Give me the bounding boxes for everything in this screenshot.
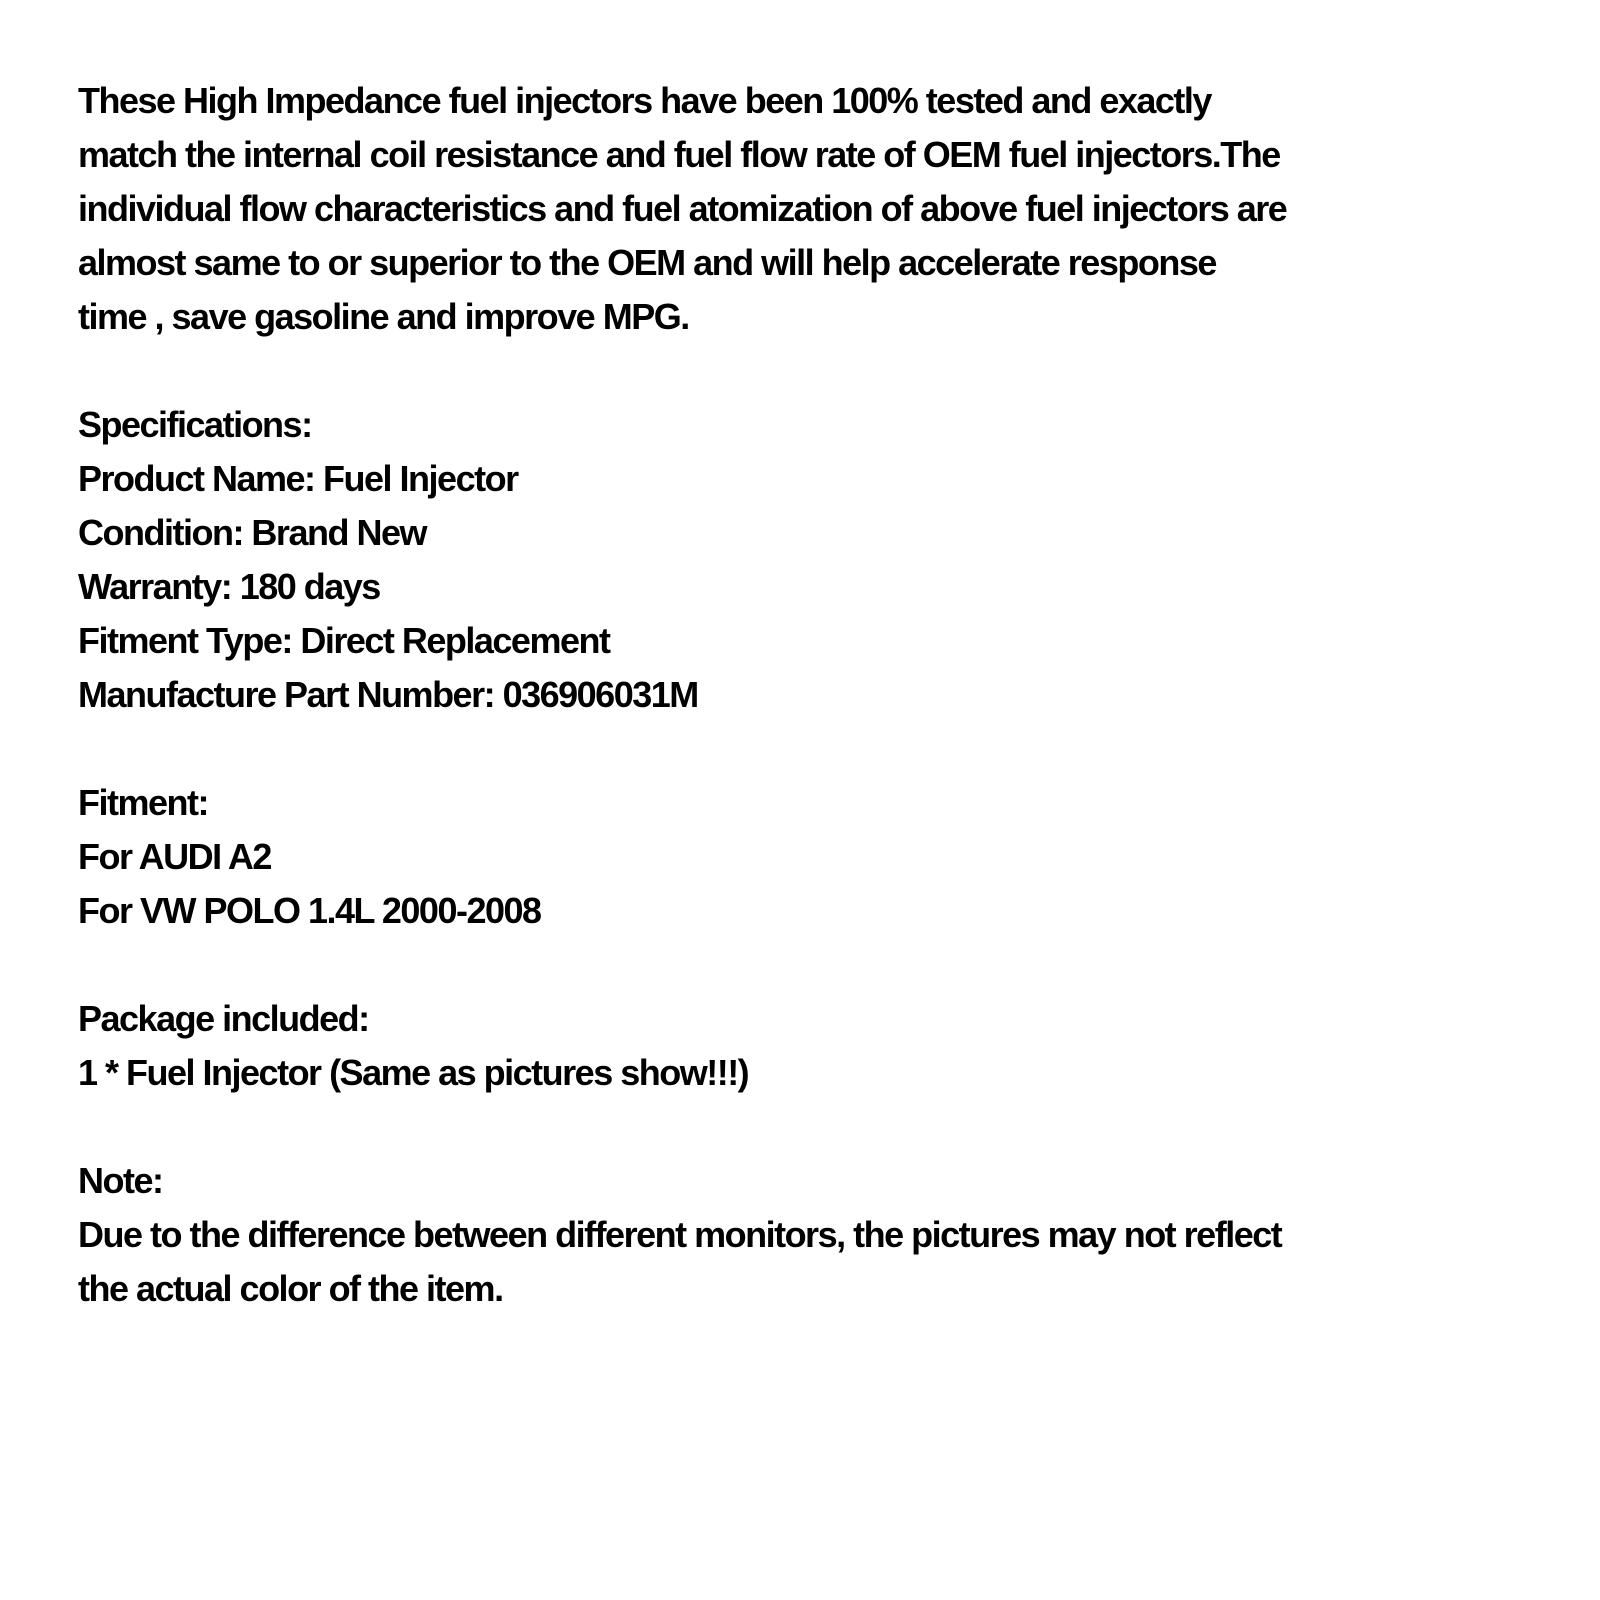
note-line: the actual color of the item. (78, 1268, 503, 1309)
fitment-heading: Fitment: (78, 782, 208, 823)
specifications-section (78, 398, 1560, 722)
spec-fitment-type: Fitment Type: Direct Replacement (78, 620, 610, 661)
intro-line: individual flow characteristics and fuel atomization of above fuel injectors are (78, 188, 1287, 229)
intro-line: match the internal coil resistance and fuel flow rate of OEM fuel injectors.The (78, 134, 1280, 175)
intro-line: almost same to or superior to the OEM and will help accelerate response (78, 242, 1216, 283)
intro-paragraph (78, 74, 1560, 344)
package-heading: Package included: (78, 998, 369, 1039)
spec-product-name: Product Name: Fuel Injector (78, 458, 518, 499)
package-section (78, 992, 1560, 1100)
note-heading: Note: (78, 1160, 163, 1201)
fitment-item: For AUDI A2 (78, 836, 271, 877)
fitment-section (78, 776, 1560, 938)
intro-line: time , save gasoline and improve MPG. (78, 296, 689, 337)
fitment-item: For VW POLO 1.4L 2000-2008 (78, 890, 541, 931)
spec-condition: Condition: Brand New (78, 512, 426, 553)
specifications-heading: Specifications: (78, 404, 312, 445)
spec-part-number: Manufacture Part Number: 036906031M (78, 674, 698, 715)
package-item: 1 * Fuel Injector (Same as pictures show!!!) (78, 1052, 749, 1093)
spec-warranty: Warranty: 180 days (78, 566, 380, 607)
note-section (78, 1154, 1560, 1316)
note-line: Due to the difference between different monitors, the pictures may not reflect (78, 1214, 1282, 1255)
intro-line: These High Impedance fuel injectors have been 100% tested and exactly (78, 80, 1211, 121)
